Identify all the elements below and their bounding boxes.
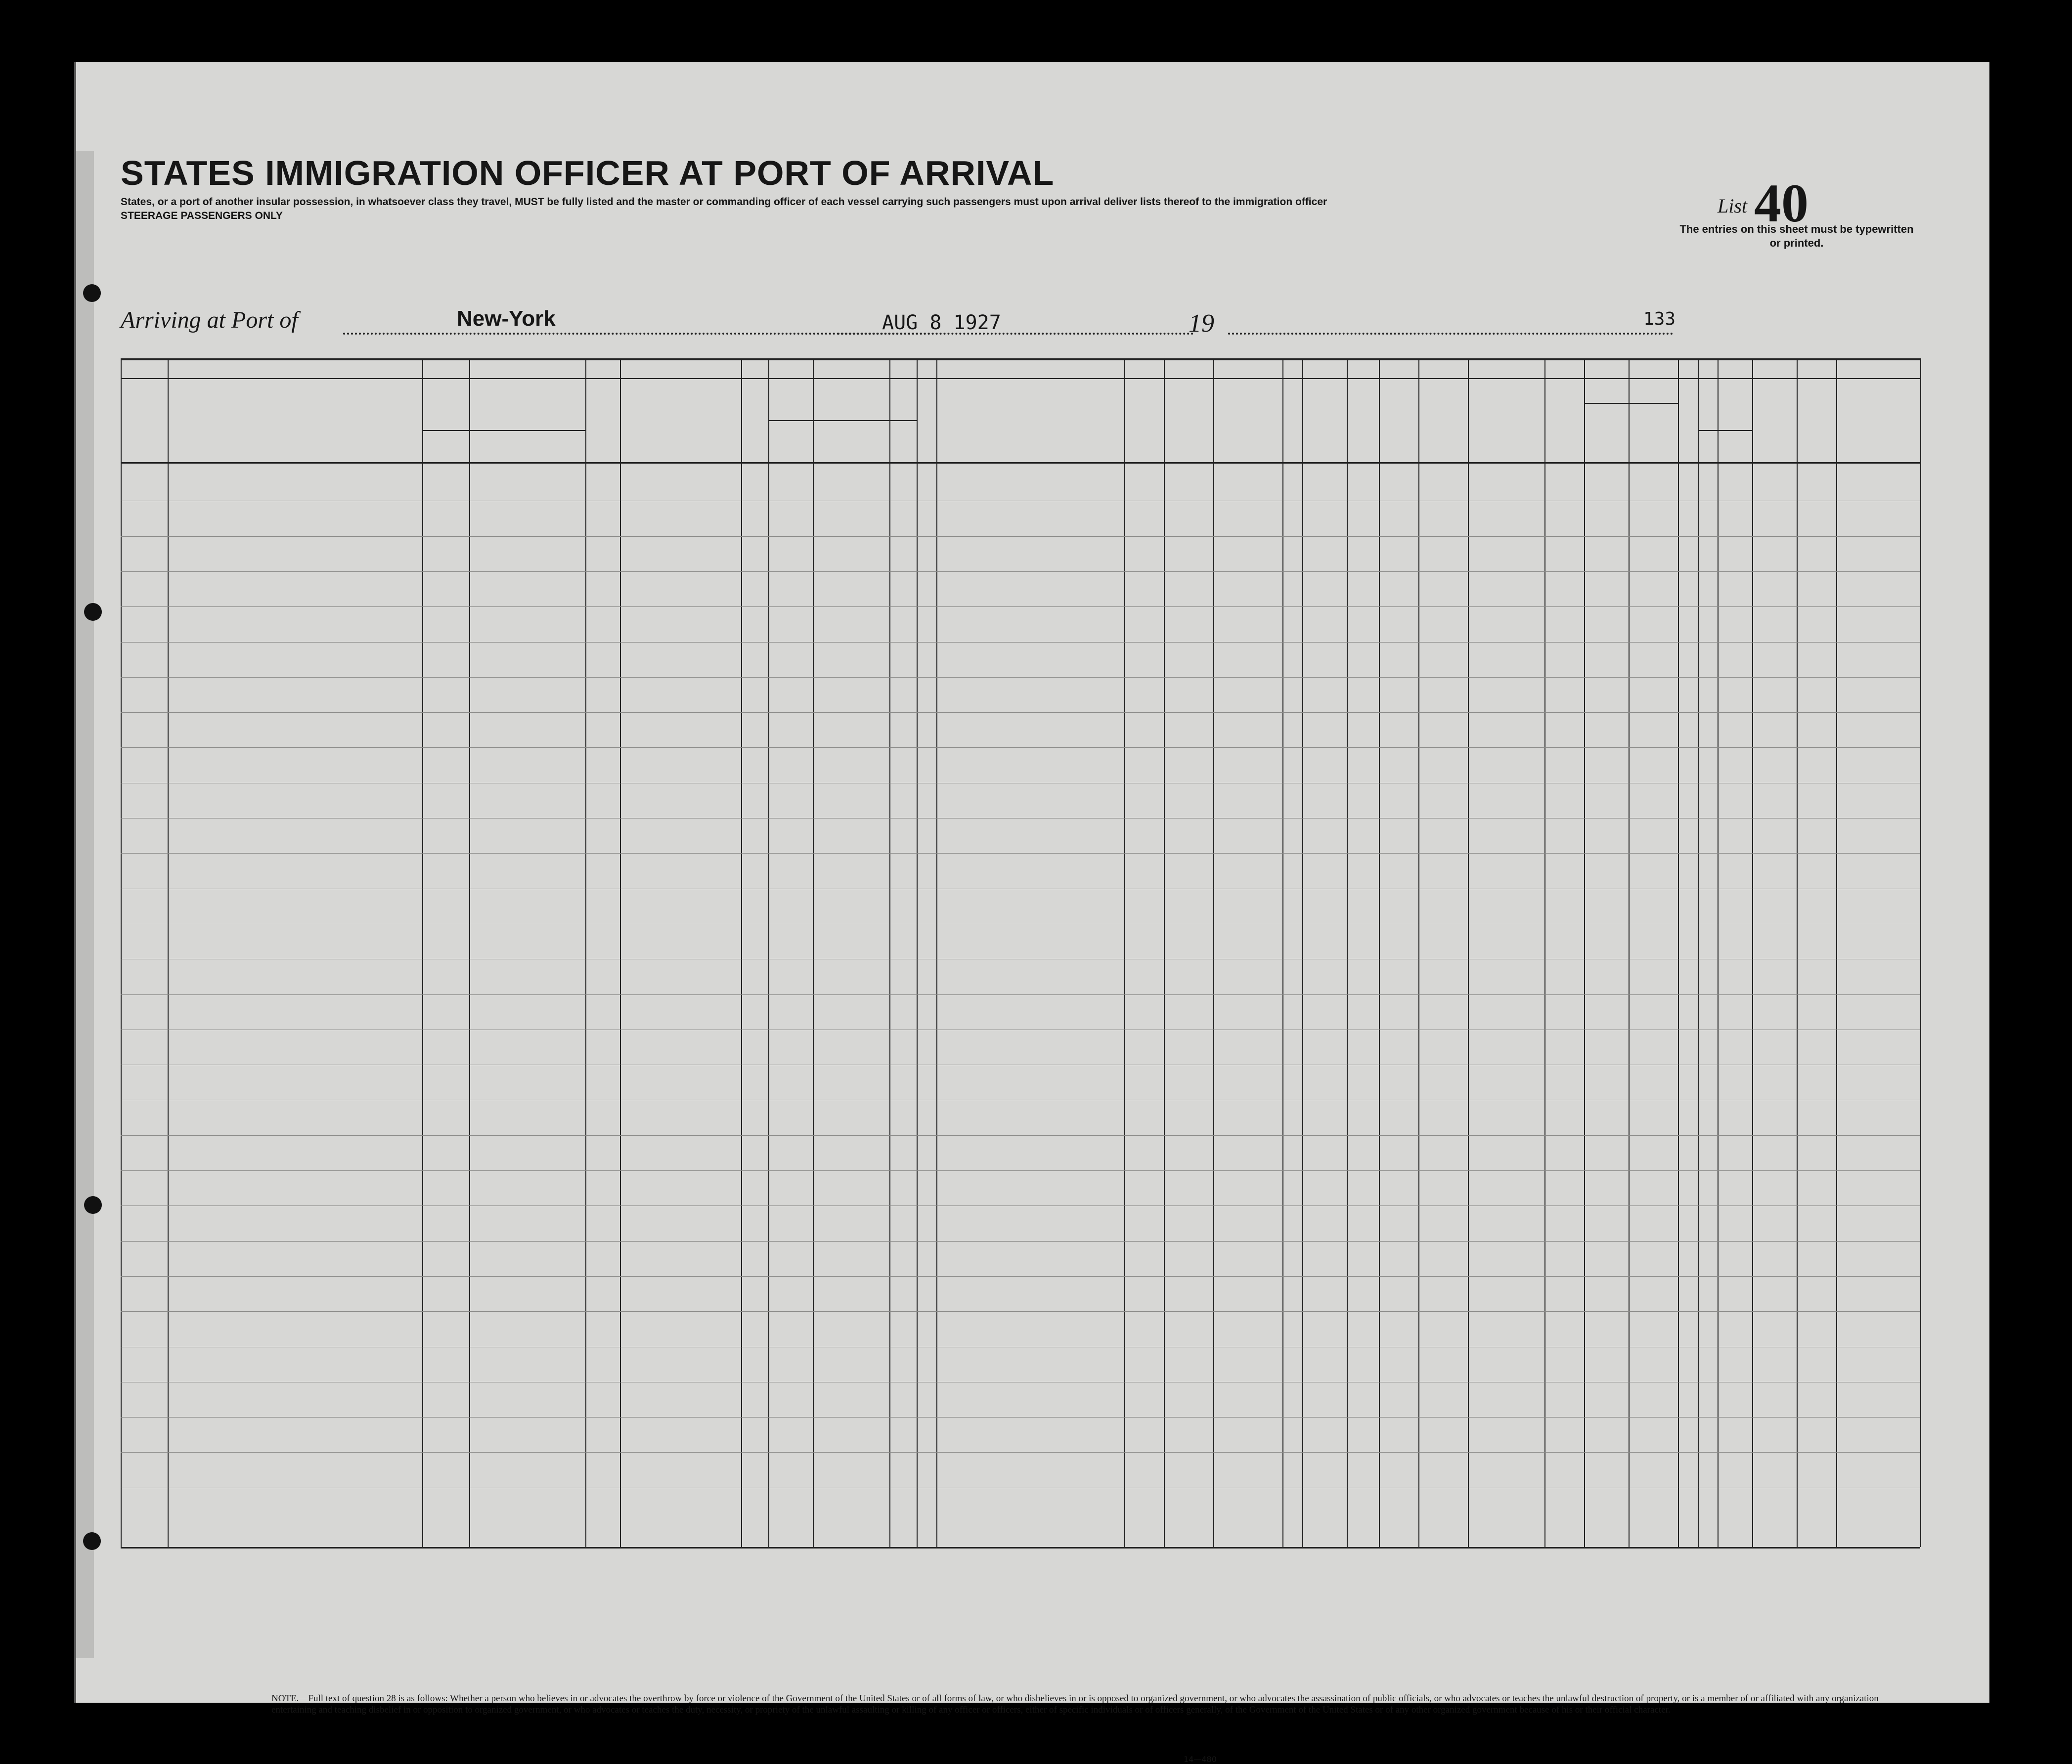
row-rule (121, 1276, 1920, 1277)
row-rule (121, 1417, 1920, 1418)
table-top-rule (121, 358, 1920, 360)
binder-hole (84, 603, 102, 621)
column-rule (1698, 358, 1699, 1547)
colnum-rule (121, 378, 1920, 379)
binder-hole (83, 284, 101, 302)
row-rule (121, 1452, 1920, 1453)
header-ticket (588, 388, 618, 462)
row-rule (121, 642, 1920, 643)
subheader-rule (422, 430, 585, 431)
column-rule (620, 358, 621, 1547)
arrival-port: New-York (457, 306, 556, 331)
row-rule (121, 1241, 1920, 1242)
year-line (1228, 333, 1673, 335)
header-citizen (1216, 388, 1280, 462)
header-inches (1631, 388, 1676, 462)
list-value: 40 (1754, 173, 1809, 233)
column-rule (1347, 358, 1348, 1547)
column-rule (585, 358, 586, 1547)
header-question-28 (1382, 388, 1416, 462)
header-question-29 (1421, 388, 1466, 462)
column-rule (1718, 358, 1719, 1547)
header-fifty-dollars (744, 388, 766, 462)
row-rule (121, 1135, 1920, 1136)
row-rule (121, 1205, 1920, 1206)
column-rule (917, 358, 918, 1547)
row-rule (121, 747, 1920, 748)
row-rule (121, 994, 1920, 995)
column-rule (1920, 358, 1921, 1547)
column-rule (889, 358, 890, 1547)
header-length-of-stay (1167, 388, 1211, 462)
header-bottom-rule (121, 462, 1920, 464)
column-rule (1797, 358, 1798, 1547)
subheader-rule (768, 420, 917, 421)
column-rule (1418, 358, 1419, 1547)
row-rule (121, 677, 1920, 678)
arrival-date: AUG 8 1927 (882, 311, 1001, 334)
question-28-footnote: NOTE.—Full text of question 28 is as follows: Whether a person who believes in or advocates the overthrow by force or violence of the Government of the United States or of all forms of law, or who disbelieves in or is opposed to organized government, or who advocates the assassination of public officials, or who advocates or teaches the unlawful destruction of property, or is a member of or affiliated with any organization entertaining and teaching disbelief in or opposition to organized government, or who advocates or teaches the duty, necessity, or propriety of the unlawful assaulting or killing of any officer or officers, either of specific individuals or of officers generally, of the Government of the United States or of any other organized government because of his or their official character. (271, 1693, 1879, 1715)
header-question-30 (1471, 388, 1543, 462)
year-prefix: 19 (1189, 309, 1214, 338)
adjacent-page-strip (76, 151, 94, 1658)
form-number: 14—480 (1184, 1755, 1217, 1764)
column-rule (1836, 358, 1837, 1547)
column-rule (1302, 358, 1303, 1547)
header-polygamist (1305, 388, 1345, 462)
row-rule (121, 853, 1920, 854)
column-rule (813, 358, 814, 1547)
binder-hole (84, 1196, 102, 1214)
column-rule (469, 358, 470, 1547)
list-number (1718, 163, 1809, 233)
column-rule (121, 358, 122, 1547)
column-rule (741, 358, 742, 1547)
column-rule (1629, 358, 1630, 1547)
header-prison (1285, 388, 1300, 462)
header-anarchist (1350, 388, 1377, 462)
column-rule (936, 358, 937, 1547)
column-rule (1752, 358, 1753, 1547)
column-rule (168, 358, 169, 1547)
column-rule (1282, 358, 1283, 1547)
list-label: List (1718, 195, 1748, 217)
header-feet (1587, 388, 1627, 462)
column-rule (1124, 358, 1125, 1547)
row-rule (121, 606, 1920, 607)
page-title: STATES IMMIGRATION OFFICER AT PORT OF ARRIVAL (121, 154, 1055, 192)
column-rule (1164, 358, 1165, 1547)
binder-hole (83, 1532, 101, 1550)
header-return (1127, 388, 1162, 462)
manifest-sheet (74, 62, 1989, 1764)
column-rule (1584, 358, 1585, 1547)
row-rule (121, 1311, 1920, 1312)
row-rule (121, 712, 1920, 713)
class-line: STEERAGE PASSENGERS ONLY (121, 210, 283, 221)
row-rule (121, 1170, 1920, 1171)
sheet-code: 133 (1643, 309, 1676, 329)
column-rule (422, 358, 423, 1547)
subheader-rule (1698, 430, 1752, 431)
column-rule (1379, 358, 1380, 1547)
row-rule (121, 536, 1920, 537)
column-rule (1213, 358, 1214, 1547)
column-rule (1678, 358, 1679, 1547)
table-bottom-rule (121, 1547, 1920, 1549)
column-rule (768, 358, 769, 1547)
column-rule (1468, 358, 1469, 1547)
row-rule (121, 571, 1920, 572)
column-rule (1544, 358, 1545, 1547)
arriving-label: Arriving at Port of (121, 307, 298, 333)
instructions-line: States, or a port of another insular possession, in whatsoever class they travel, MUST be fully listed and the master or commanding officer of each vessel carrying such passengers must upon arrival deliver lists thereof to the immigration officer (121, 196, 1327, 208)
typewritten-note: The entries on this sheet must be typewritten or printed. (1679, 223, 1914, 249)
